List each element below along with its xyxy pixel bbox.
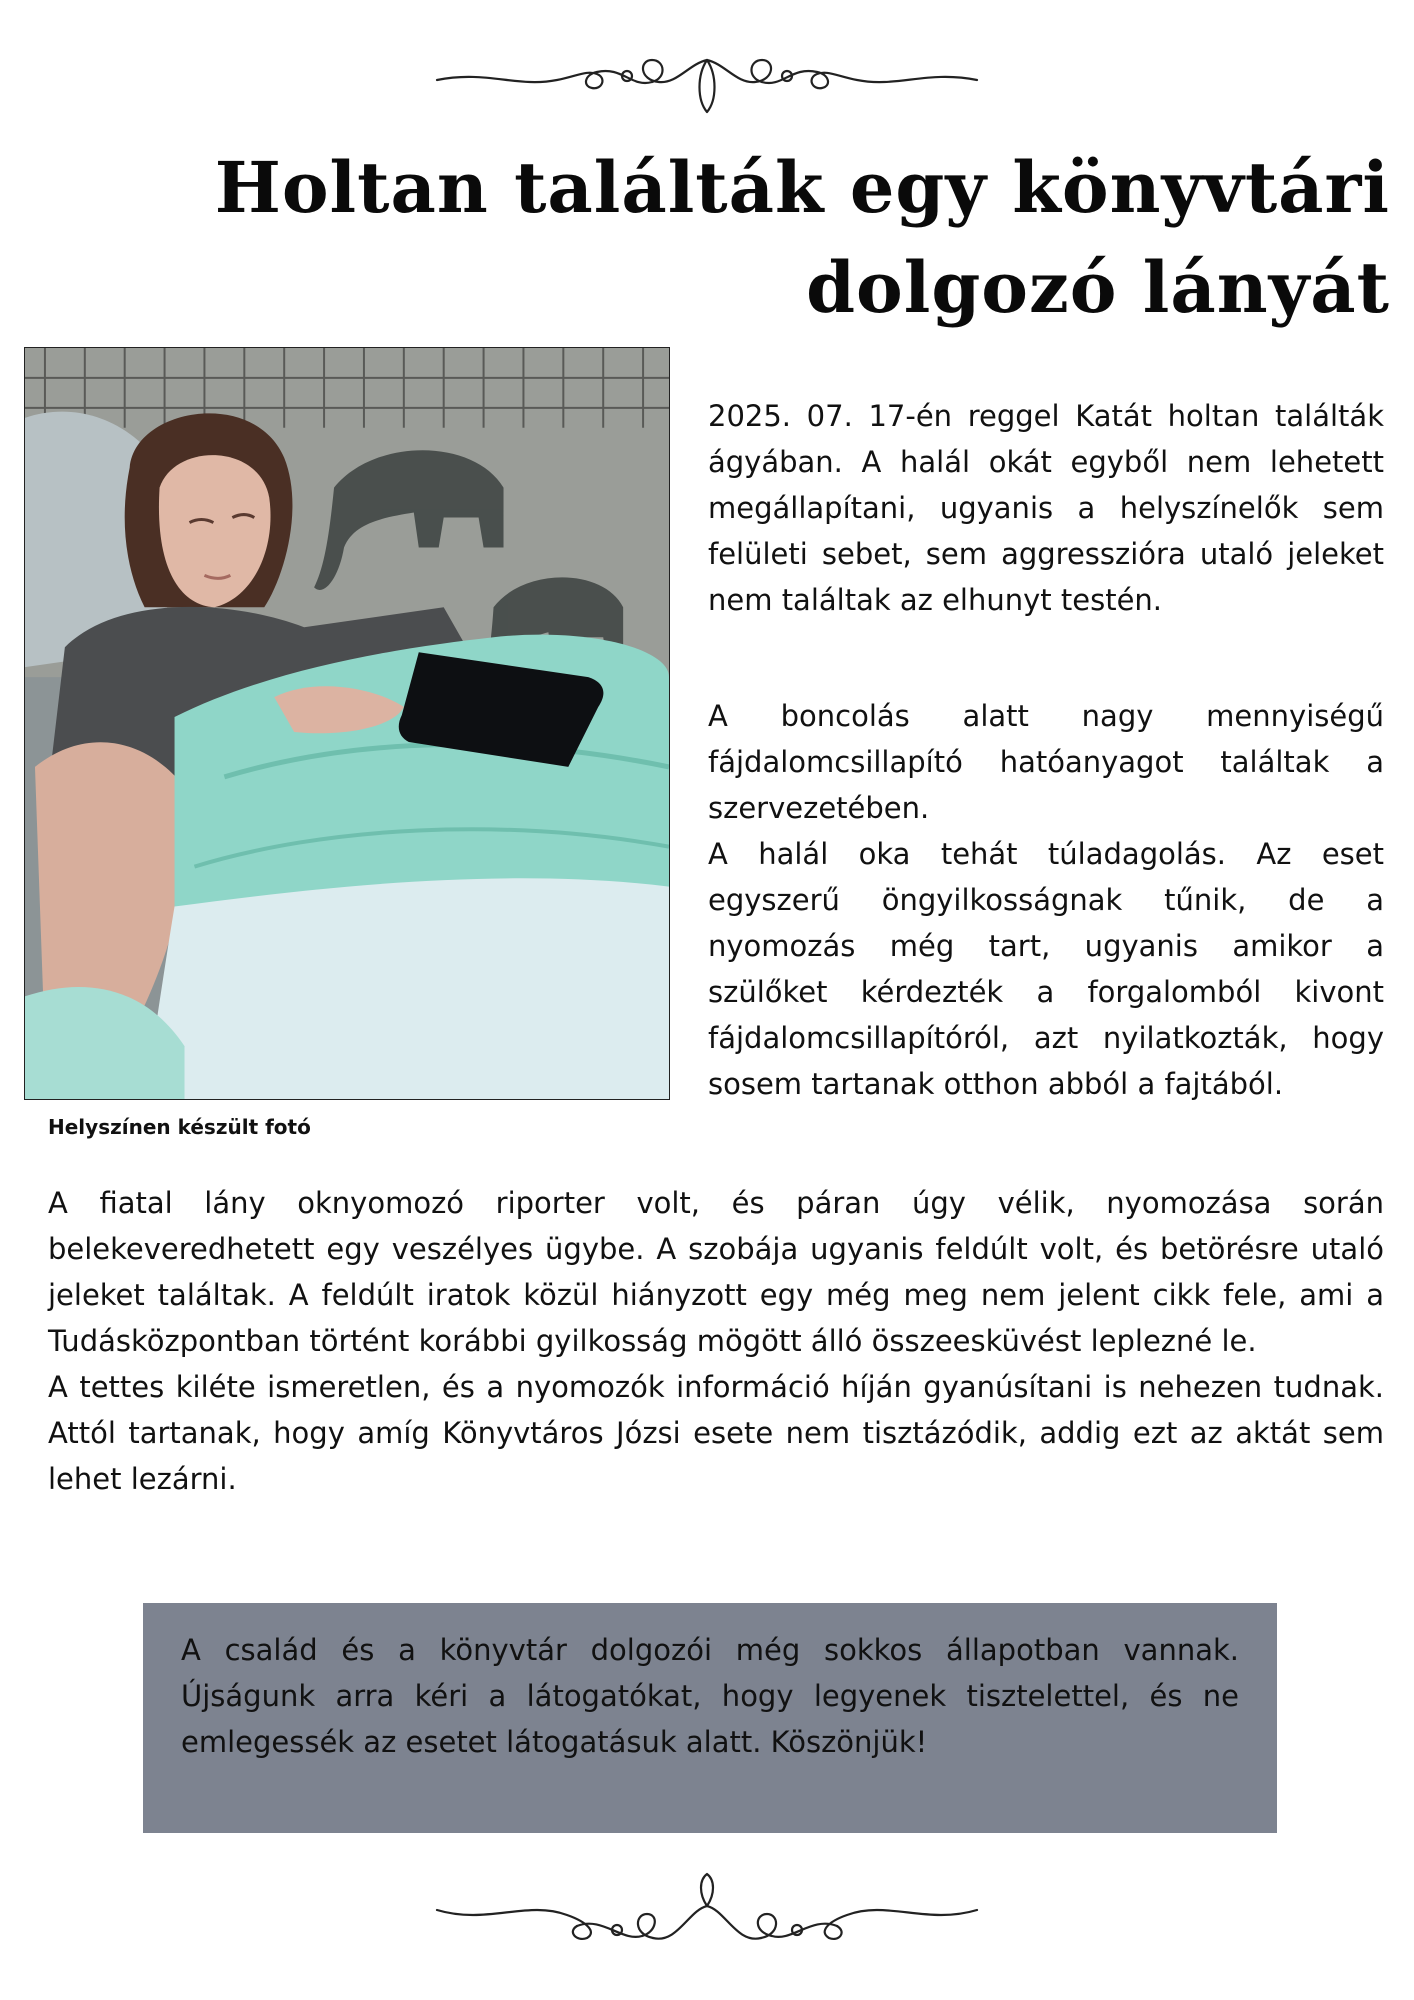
paragraph-investigation [48,1180,1384,1502]
notice-text: A család és a könyvtár dolgozói még sokkos állapotban vannak. Újságunk arra kéri a látogatókat, hogy legyenek tisztelettel, és ne emlegessék az esetet látogatásuk alatt. Köszönjük! [181,1633,1239,1759]
paragraph-cause-of-death: A halál oka tehát túladagolás. Az eset egyszerű öngyilkosságnak tűnik, de a nyomozás még tart, ugyanis amikor a szülőket kérdezték a forgalomból kivont fájdalomcsillapítóról, azt nyilatkozták, hogy sosem tartanak otthon abból a fajtából. [708,837,1384,1101]
notice-box [143,1603,1277,1833]
top-flourish-icon [427,30,987,120]
bottom-flourish-icon [427,1870,987,1970]
photo-caption: Helyszínen készült fotó [48,1115,311,1139]
paragraph-autopsy-line: A boncolás alatt nagy mennyiségű fájdalomcsillapító hatóanyagot találtak a szervezetében. [708,699,1384,825]
paragraph-reporter: A fiatal lány oknyomozó riporter volt, és páran úgy vélik, nyomozása során belekeveredhetett egy veszélyes ügybe. A szobája ugyanis feldúlt volt, és betörésre utaló jeleket találtak. A feldúlt iratok közül hiányzott egy még meg nem jelent cikk fele, ami a Tudásközpontban történt korábbi gyilkosság mögött álló összeesküvést leplezné le. [48,1186,1384,1358]
paragraph-perpetrator: A tettes kiléte ismeretlen, és a nyomozók információ híján gyanúsítani is nehezen tudnak. Attól tartanak, hogy amíg Könyvtáros Józsi esete nem tisztázódik, addig ezt az aktát sem lehet lezárni. [48,1370,1384,1496]
scene-photo [24,347,670,1100]
paragraph-discovery: 2025. 07. 17-én reggel Katát holtan találták ágyában. A halál okát egyből nem lehetett megállapítani, ugyanis a helyszínelők sem felületi sebet, sem aggresszióra utaló jeleket nem találtak az elhunyt testén. [708,399,1384,617]
article-title: Holtan találták egy könyvtári dolgozó lányát [214,146,1390,329]
paragraph-autopsy [708,693,1384,1107]
